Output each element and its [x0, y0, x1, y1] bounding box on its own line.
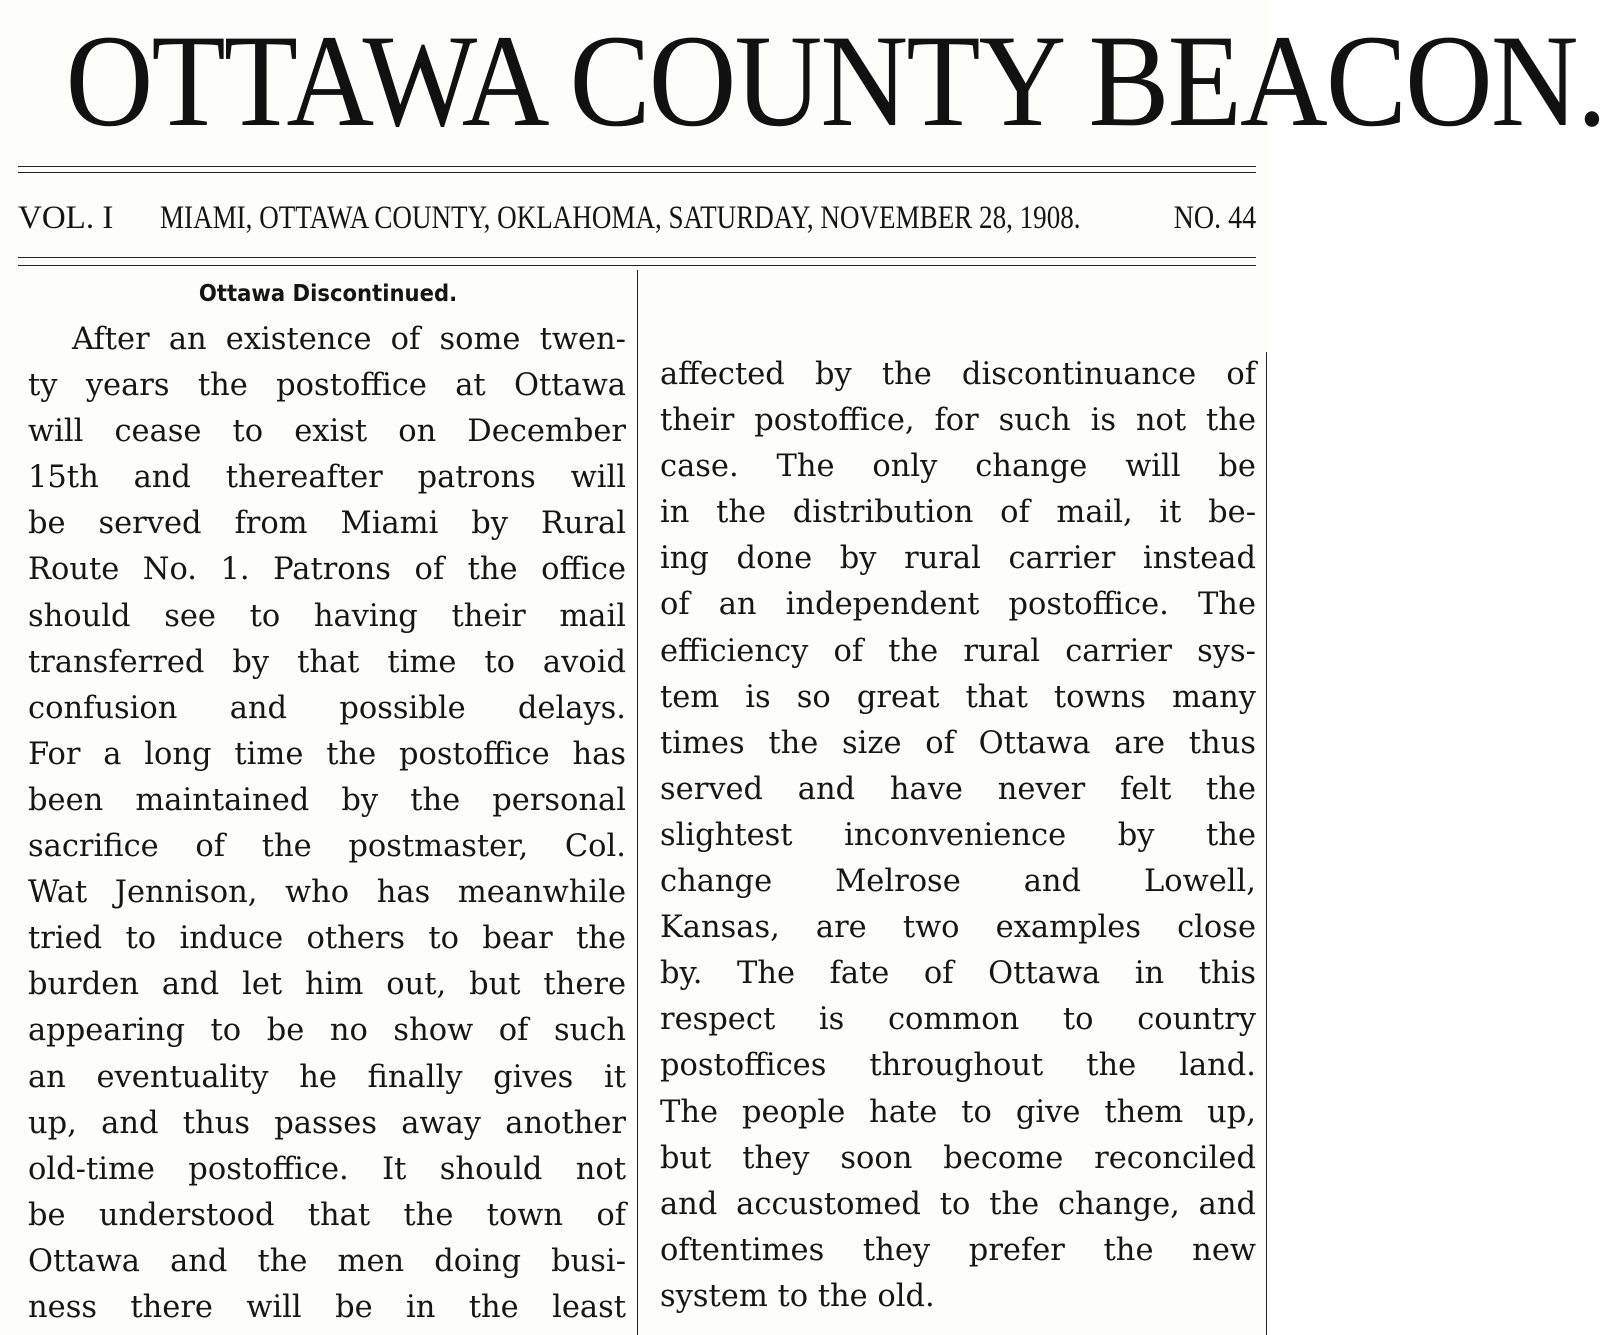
text-line: system to the old. [660, 1278, 935, 1314]
masthead-rule-top [18, 166, 1256, 167]
text-line: respect is common to country [660, 1002, 1256, 1038]
text-line: ty years the postoffice at Ottawa [28, 368, 626, 404]
article-column-right [660, 352, 1256, 1320]
masthead-rule-top-double [18, 172, 1256, 173]
text-line: burden and let him out, but there [28, 967, 626, 1003]
text-line: Ottawa and the men doing busi- [28, 1243, 626, 1279]
text-line: up, and thus passes away another [28, 1105, 626, 1141]
text-line: an eventuality he finally gives it [28, 1059, 626, 1095]
text-line: slightest inconvenience by the [660, 817, 1256, 853]
column-border-right [1266, 352, 1267, 1335]
text-line: served and have never felt the [660, 771, 1256, 807]
text-line: case. The only change will be [660, 449, 1256, 485]
text-line: of an independent postoffice. The [660, 587, 1256, 623]
issue-number: NO. 44 [1173, 200, 1256, 236]
text-line: tem is so great that towns many [660, 679, 1256, 715]
text-line: in the distribution of mail, it be- [660, 495, 1256, 531]
place-date: MIAMI, OTTAWA COUNTY, OKLAHOMA, SATURDAY, NOVEMBER 28, 1908. [160, 200, 1081, 236]
text-line: Kansas, are two examples close [660, 910, 1256, 946]
article-headline: Ottawa Discontinued. [198, 281, 458, 307]
masthead-title: OTTAWA COUNTY BEACON. [65, 7, 1605, 154]
text-line: transferred by that time to avoid [28, 644, 626, 680]
text-line: After an existence of some twen- [72, 322, 626, 357]
text-line: be served from Miami by Rural [28, 506, 626, 542]
text-line: should see to having their mail [28, 598, 626, 634]
article-column-left [28, 317, 626, 1331]
text-line: and accustomed to the change, and [660, 1186, 1256, 1222]
text-line: 15th and thereafter patrons will [28, 460, 626, 496]
dateline-rule [18, 257, 1256, 258]
text-line: ing done by rural carrier instead [660, 541, 1256, 577]
text-line: sacrifice of the postmaster, Col. [28, 829, 626, 865]
text-line: The people hate to give them up, [660, 1094, 1256, 1130]
text-line: confusion and possible delays. [28, 690, 626, 726]
text-line: tried to induce others to bear the [28, 921, 626, 957]
text-line: appearing to be no show of such [28, 1013, 626, 1049]
text-line: times the size of Ottawa are thus [660, 725, 1256, 761]
dateline-rule-double [18, 265, 1256, 266]
text-line: oftentimes they prefer the new [660, 1232, 1256, 1268]
text-line: by. The fate of Ottawa in this [660, 956, 1256, 992]
text-line: be understood that the town of [28, 1197, 626, 1233]
volume-label: VOL. I [18, 200, 114, 236]
text-line: Wat Jennison, who has meanwhile [28, 875, 626, 911]
dateline [18, 188, 1256, 248]
text-line: affected by the discontinuance of [660, 357, 1256, 392]
text-line: their postoffice, for such is not the [660, 403, 1256, 439]
text-line: old-time postoffice. It should not [28, 1151, 626, 1187]
text-line: but they soon become reconciled [660, 1140, 1256, 1176]
text-line: been maintained by the personal [28, 782, 626, 818]
text-line: ness there will be in the least [28, 1289, 626, 1325]
text-line: change Melrose and Lowell, [660, 864, 1256, 900]
text-line: will cease to exist on December [28, 414, 626, 450]
text-line: Route No. 1. Patrons of the office [28, 552, 626, 588]
text-line: For a long time the postoffice has [28, 736, 626, 772]
text-line: efficiency of the rural carrier sys- [660, 633, 1256, 669]
column-divider [637, 270, 638, 1335]
text-line: postoffices throughout the land. [660, 1048, 1256, 1084]
